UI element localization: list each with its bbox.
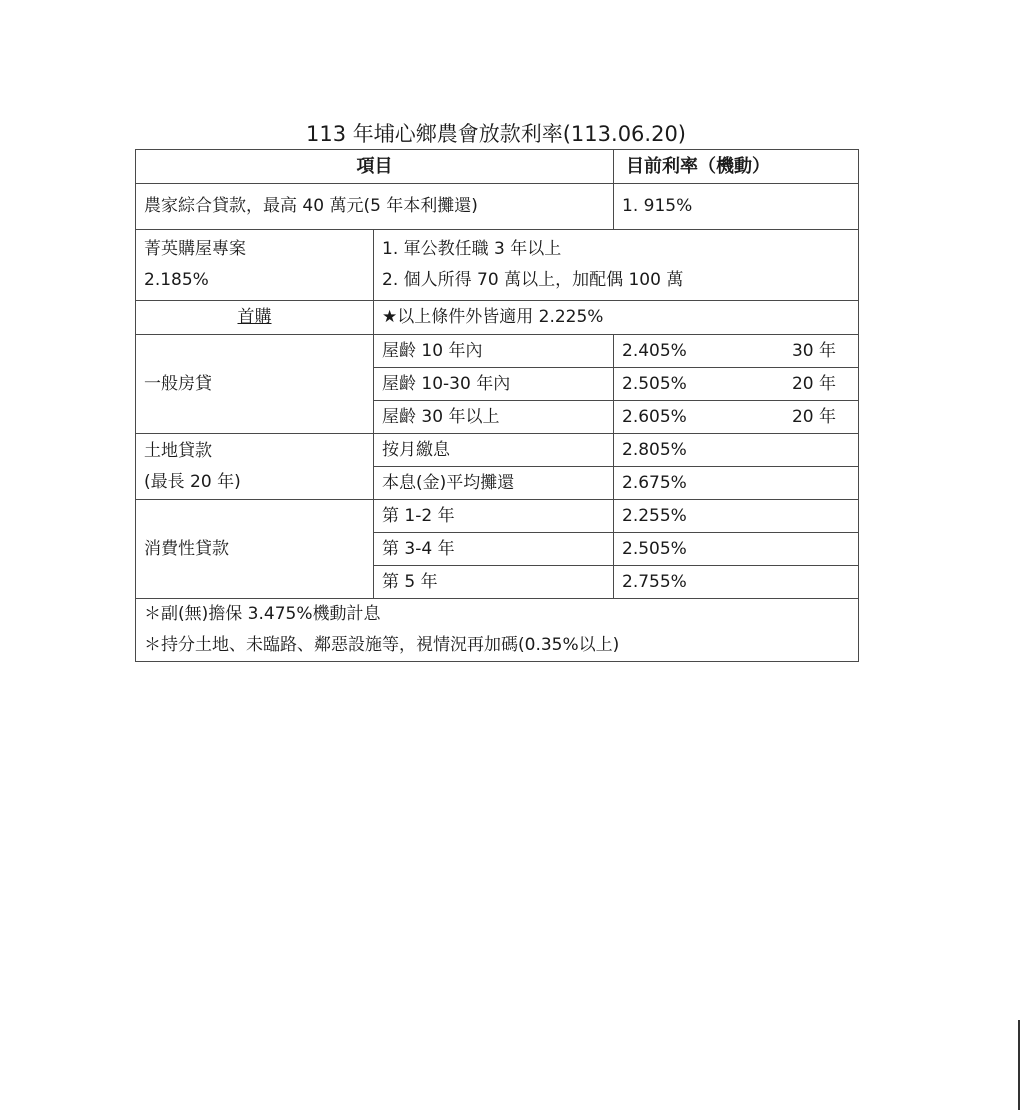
mortgage-condition: 屋齡 30 年以上 [374, 401, 614, 434]
consumer-rate: 2.505% [614, 533, 859, 566]
table-row [136, 599, 859, 662]
loan-rate-table [135, 149, 859, 662]
elite-condition-1: 1. 軍公教任職 3 年以上 [382, 239, 562, 259]
table-row [136, 335, 859, 368]
page-title: 113 年埔心鄉農會放款利率(113.06.20) [305, 122, 687, 146]
mortgage-condition: 屋齡 10-30 年內 [374, 368, 614, 401]
mortgage-rate: 2.405% [622, 340, 687, 361]
mortgage-label: 一般房貸 [136, 335, 374, 434]
elite-rate: 2.185% [144, 270, 209, 290]
elite-name: 菁英購屋專案 [144, 239, 246, 259]
consumer-rate: 2.255% [614, 500, 859, 533]
table-row [136, 230, 859, 301]
header-rate: 目前利率（機動） [614, 150, 859, 184]
consumer-rate: 2.755% [614, 566, 859, 599]
mortgage-term: 20 年 [791, 406, 836, 427]
land-condition: 本息(金)平均攤還 [374, 467, 614, 500]
consumer-condition: 第 5 年 [374, 566, 614, 599]
table-header-row [136, 150, 859, 184]
elite-cell [136, 230, 374, 301]
mortgage-term: 30 年 [791, 340, 836, 361]
mortgage-rate-cell [614, 401, 859, 434]
consumer-loan-label: 消費性貸款 [136, 500, 374, 599]
land-loan-label: 土地貸款 [144, 440, 212, 461]
land-loan-cell [136, 434, 374, 500]
mortgage-rate: 2.605% [622, 406, 687, 427]
mortgage-rate: 2.505% [622, 373, 687, 394]
mortgage-term: 20 年 [791, 373, 836, 394]
consumer-condition: 第 3-4 年 [374, 533, 614, 566]
first-home-cell [136, 301, 374, 335]
land-rate: 2.675% [614, 467, 859, 500]
land-condition: 按月繳息 [374, 434, 614, 467]
first-home-label: 首購 [237, 307, 272, 327]
footnote-2: ＊持分土地、未臨路、鄰惡設施等，視情況再加碼(0.35%以上) [144, 635, 620, 655]
table-row [136, 301, 859, 335]
page-edge-divider [1018, 1020, 1020, 1110]
mortgage-condition: 屋齡 10 年內 [374, 335, 614, 368]
mortgage-rate-cell [614, 368, 859, 401]
footnote-1: ＊副(無)擔保 3.475%機動計息 [144, 604, 381, 624]
farm-loan-label: 農家綜合貸款，最高 40 萬元(5 年本利攤還) [136, 184, 614, 230]
header-item: 項目 [136, 150, 614, 184]
farm-loan-rate: 1. 915% [614, 184, 859, 230]
elite-condition-2: 2. 個人所得 70 萬以上，加配偶 100 萬 [382, 270, 684, 290]
first-home-note: ★以上條件外皆適用 2.225% [374, 301, 859, 335]
footnotes [136, 599, 859, 662]
land-loan-term: (最長 20 年) [144, 471, 241, 492]
consumer-condition: 第 1-2 年 [374, 500, 614, 533]
mortgage-rate-cell [614, 335, 859, 368]
table-row [136, 434, 859, 467]
elite-conditions [374, 230, 859, 301]
table-row [136, 184, 859, 230]
land-rate: 2.805% [614, 434, 859, 467]
table-row [136, 500, 859, 533]
